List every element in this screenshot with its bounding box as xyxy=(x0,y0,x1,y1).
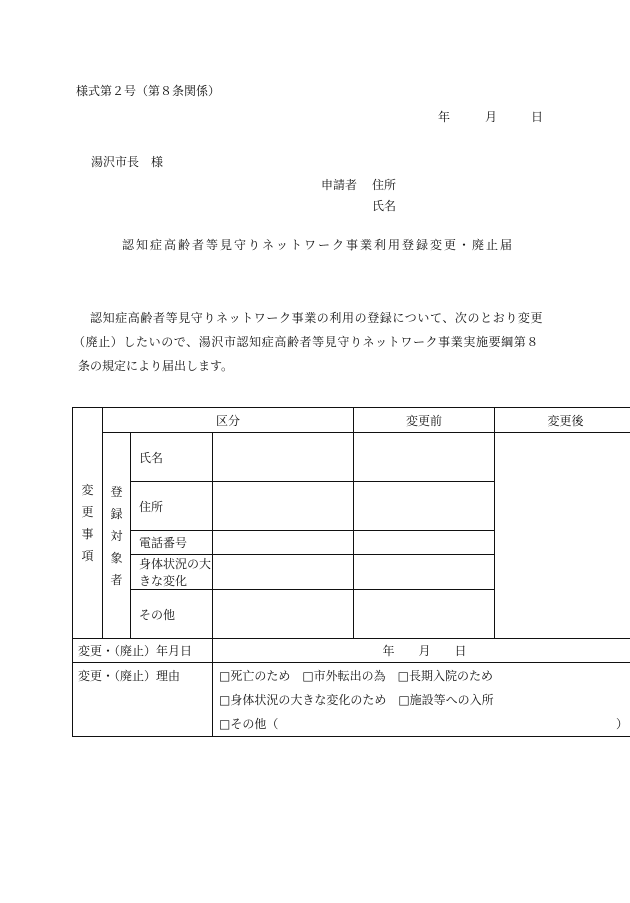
reason-other-line[interactable] xyxy=(219,712,630,736)
row-label-other: その他 xyxy=(131,590,213,639)
addressee: 湯沢市長 様 xyxy=(91,155,164,169)
reason-other-checkbox[interactable]: □その他（ xyxy=(219,717,279,731)
subject-label-char: 登 xyxy=(110,484,123,499)
name-before-field[interactable] xyxy=(213,433,354,482)
subject-label-cell xyxy=(103,433,131,639)
physical-change-before-field[interactable] xyxy=(213,555,354,590)
subject-label-char: 録 xyxy=(110,506,123,521)
header-category: 区分 xyxy=(103,408,354,433)
body-line: 条の規定により届出します。 xyxy=(78,359,234,373)
date-month-label: 月 xyxy=(485,110,498,124)
reason-other-close: ） xyxy=(616,717,629,731)
reason-row-label: 変更・（廃止）理由 xyxy=(73,663,213,737)
address-before-field[interactable] xyxy=(213,482,354,531)
date-row-label: 変更・（廃止）年月日 xyxy=(73,639,213,663)
date-year-label: 年 xyxy=(438,110,451,124)
subject-label-char: 象 xyxy=(110,550,123,565)
other-before-field[interactable] xyxy=(213,590,354,639)
reason-options-line[interactable]: □身体状況の大きな変化のため □施設等への入所 xyxy=(219,693,494,707)
applicant-label: 申請者 xyxy=(321,178,358,192)
row-label-address: 住所 xyxy=(131,482,213,531)
applicant-address-label: 住所 xyxy=(372,178,397,192)
body-line: （廃止）したいので、湯沢市認知症高齢者等見守りネットワーク事業実施要綱第８ xyxy=(73,335,539,349)
section-label-cell xyxy=(73,408,103,639)
phone-before-field[interactable] xyxy=(213,531,354,555)
phone-after-field[interactable] xyxy=(354,531,495,555)
section-label-char: 事 xyxy=(81,527,94,541)
section-label-char: 変 xyxy=(81,483,94,497)
document-title: 認知症高齢者等見守りネットワーク事業利用登録変更・廃止届 xyxy=(122,238,515,252)
header-after: 変更後 xyxy=(495,408,630,433)
physical-change-after-field[interactable] xyxy=(354,555,495,590)
row-label-name: 氏名 xyxy=(131,433,213,482)
header-before: 変更前 xyxy=(354,408,495,433)
other-after-field[interactable] xyxy=(354,590,495,639)
subject-label-char: 者 xyxy=(110,572,123,587)
body-line: 認知症高齢者等見守りネットワーク事業の利用の登録について、次のとおり変更 xyxy=(90,311,544,325)
row-label-phone: 電話番号 xyxy=(131,531,213,555)
change-form-table xyxy=(72,407,630,737)
name-after-field[interactable] xyxy=(354,433,495,482)
change-date-field[interactable]: 年 月 日 xyxy=(213,639,630,663)
section-label-char: 更 xyxy=(81,505,94,519)
row-label-physical-change: 身体状況の大きな変化 xyxy=(131,555,213,590)
subject-label-char: 対 xyxy=(110,528,123,543)
date-day-label: 日 xyxy=(531,110,544,124)
applicant-name-label: 氏名 xyxy=(372,199,397,213)
reason-options-cell xyxy=(213,663,630,737)
form-number: 様式第２号（第８条関係） xyxy=(76,84,221,98)
section-label-char: 項 xyxy=(81,549,94,563)
reason-options-line[interactable]: □死亡のため □市外転出の為 □長期入院のため xyxy=(219,669,494,683)
address-after-field[interactable] xyxy=(354,482,495,531)
